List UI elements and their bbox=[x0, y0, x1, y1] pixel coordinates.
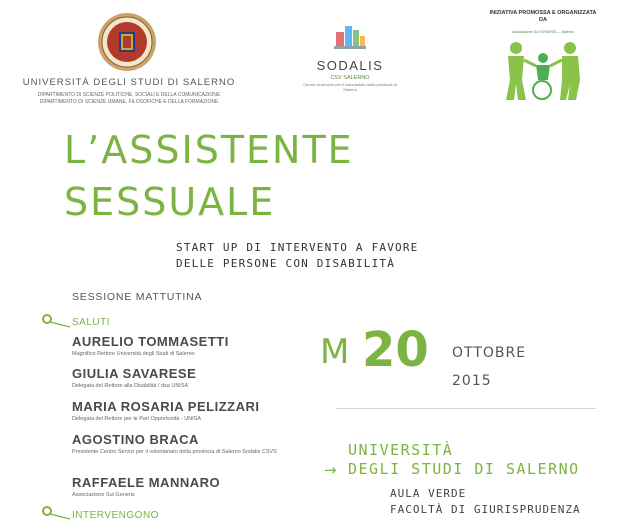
speaker-role: Delegata del Rettore alla Disabilità / dsa UNISA bbox=[72, 383, 189, 389]
promoter-heading: INIZIATIVA PROMOSSA E ORGANIZZATA DA bbox=[489, 10, 597, 23]
speaker-item bbox=[72, 432, 277, 455]
event-day: 20 bbox=[362, 322, 429, 378]
event-title-line-2: SESSUALE bbox=[64, 180, 276, 224]
sodalis-logo bbox=[330, 18, 370, 58]
subtitle-line: DELLE PERSONE CON DISABILITÀ bbox=[176, 257, 396, 270]
speaker-role: Presidente Centro Servizi per il volontariato della provincia di Salerno Sodalis CSVS bbox=[72, 449, 277, 455]
speaker-name: AURELIO TOMMASETTI bbox=[72, 334, 229, 349]
sodalis-subtitle: CSV SALERNO bbox=[330, 75, 370, 81]
speaker-item bbox=[72, 399, 259, 422]
venue-line-2: DEGLI STUDI DI SALERNO bbox=[348, 460, 580, 478]
event-title-line-1: L’ASSISTENTE bbox=[64, 128, 354, 172]
speaker-role: Associazione Sui Generis bbox=[72, 492, 135, 498]
sodalis-description: Centro di servizio per il volontariato della provincia di Salerno bbox=[303, 82, 397, 92]
speaker-item bbox=[72, 366, 196, 389]
speaker-role: Magnifico Rettore Università degli Studi di Salerno bbox=[72, 351, 195, 357]
venue-room: AULA VERDE bbox=[390, 487, 467, 500]
divider bbox=[336, 408, 596, 409]
event-month: OTTOBRE bbox=[452, 345, 527, 361]
family-figures-logo bbox=[502, 38, 584, 102]
department-line: DIPARTIMENTO DI SCIENZE POLITICHE, SOCIALI E DELLA COMUNICAZIONE bbox=[37, 92, 221, 98]
session-label: SESSIONE MATTUTINA bbox=[72, 291, 203, 303]
section-label-saluti: SALUTI bbox=[72, 317, 111, 328]
speaker-name: GIULIA SAVARESE bbox=[72, 366, 197, 381]
university-seal-logo bbox=[97, 12, 157, 72]
speaker-role: Delegata del Rettore per le Pari Opportunità - UNISA bbox=[72, 416, 202, 422]
event-year: 2015 bbox=[452, 373, 492, 389]
speaker-name: RAFFAELE MANNARO bbox=[72, 475, 221, 490]
subtitle-line: START UP DI INTERVENTO A FAVORE bbox=[176, 241, 419, 254]
department-line: DIPARTIMENTO DI SCIENZE UMANE, FILOSOFICHE E DELLA FORMAZIONE bbox=[39, 99, 219, 105]
speaker-item bbox=[72, 475, 220, 498]
pin-bullet-icon bbox=[40, 505, 76, 521]
pin-bullet-icon bbox=[40, 313, 76, 329]
arrow-right-icon: → bbox=[324, 461, 337, 479]
weekday-letter: M bbox=[320, 332, 350, 372]
speaker-name: AGOSTINO BRACA bbox=[72, 432, 199, 447]
university-departments bbox=[22, 92, 236, 106]
section-label-intervengono: INTERVENGONO bbox=[72, 510, 159, 521]
venue-line-1: UNIVERSITÀ bbox=[348, 441, 454, 459]
sodalis-name: SODALIS bbox=[316, 58, 384, 73]
promoter-subtitle: Associazione SUI GENERIS — Salerno bbox=[512, 30, 574, 34]
speaker-name: MARIA ROSARIA PELIZZARI bbox=[72, 399, 260, 414]
speaker-item bbox=[72, 334, 229, 357]
event-subtitle bbox=[176, 240, 419, 272]
university-name: UNIVERSITÀ DEGLI STUDI DI SALERNO bbox=[22, 77, 236, 88]
venue-faculty: FACOLTÀ DI GIURISPRUDENZA bbox=[390, 503, 581, 516]
